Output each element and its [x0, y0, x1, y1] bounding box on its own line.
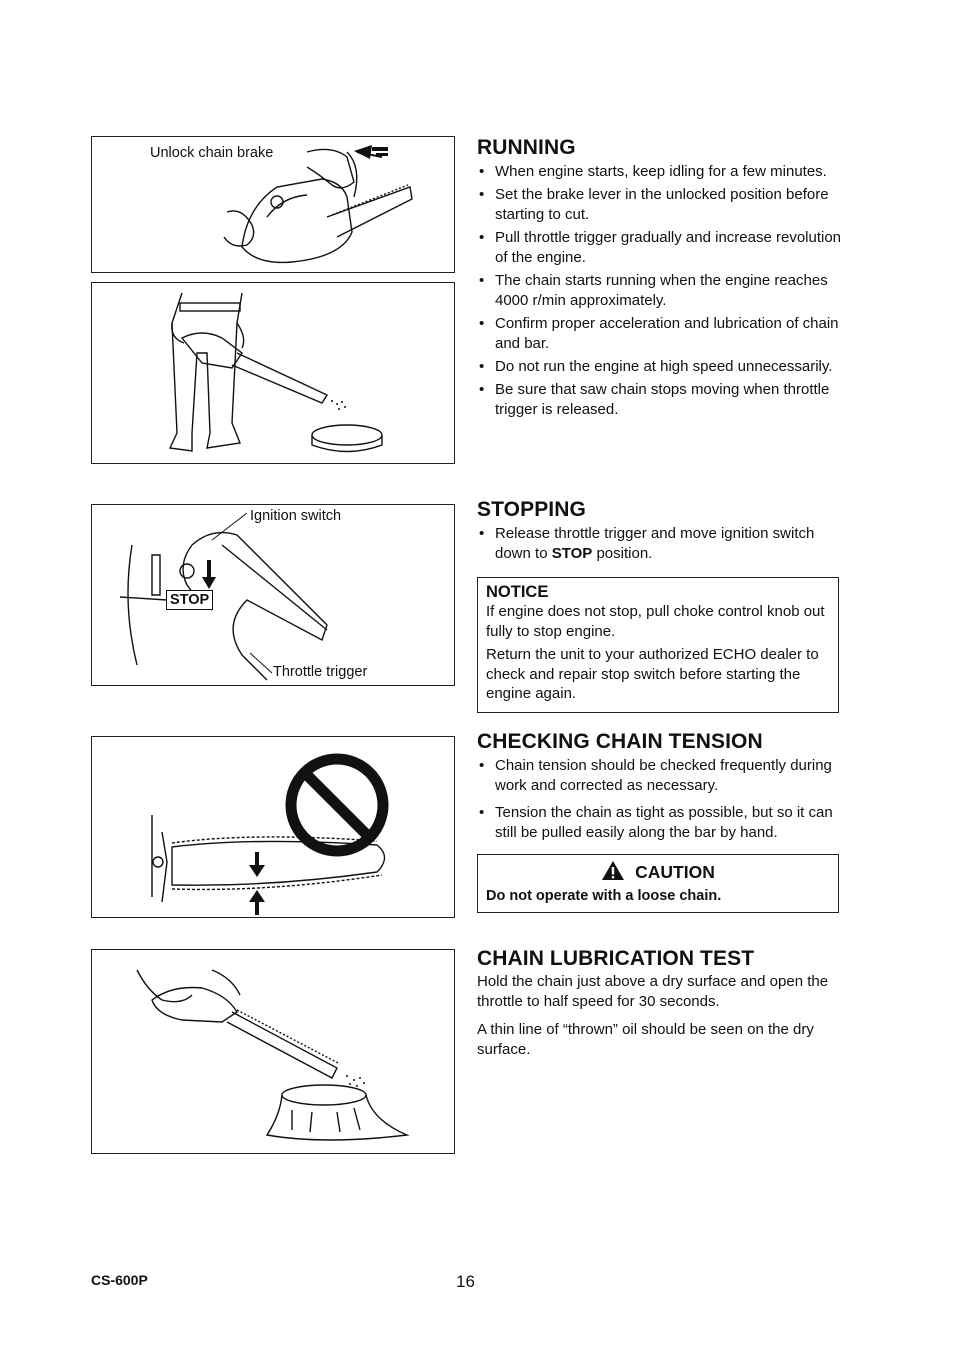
lubrication-paragraph: A thin line of “thrown” oil should be seen on the dry surface.: [477, 1021, 814, 1058]
caution-text: Do not operate with a loose chain.: [486, 888, 722, 904]
list-item: [477, 524, 843, 564]
stopping-bullet-list: [477, 524, 843, 564]
running-heading: RUNNING: [477, 136, 576, 159]
lubrication-test-illustration: [92, 950, 454, 1153]
stopping-heading: STOPPING: [477, 498, 586, 521]
figure-stopping: [91, 504, 455, 686]
list-item: • Pull throttle trigger gradually and increase revolution of the engine.: [477, 228, 843, 268]
warning-triangle-icon: [601, 860, 625, 881]
lubrication-paragraph: Hold the chain just above a dry surface and open the throttle to half speed for 30 seconds.: [477, 973, 829, 1010]
lubrication-heading: CHAIN LUBRICATION TEST: [477, 947, 755, 970]
list-item: • Do not run the engine at high speed unnecessarily.: [477, 357, 843, 377]
ignition-switch-illustration: [92, 505, 454, 685]
lubrication-section: [477, 947, 843, 1060]
figure-loose-chain-prohibited: [91, 736, 455, 918]
running-bullet-list: [477, 162, 843, 420]
list-item: • Set the brake lever in the unlocked position before starting to cut.: [477, 185, 843, 225]
list-item: • When engine starts, keep idling for a few minutes.: [477, 162, 843, 182]
stop-position-label: STOP: [166, 590, 213, 610]
unlock-chain-brake-label: Unlock chain brake: [150, 145, 274, 161]
model-number: CS-600P: [91, 1272, 148, 1288]
notice-paragraph: Return the unit to your authorized ECHO dealer to check and repair stop switch before starting the engine again.: [486, 646, 819, 702]
list-item: • The chain starts running when the engine reaches 4000 r/min approximately.: [477, 271, 843, 311]
caution-header: [486, 860, 830, 883]
notice-heading: NOTICE: [486, 583, 549, 601]
figure-unlock-chain-brake: [91, 136, 455, 273]
list-item: • Confirm proper acceleration and lubrication of chain and bar.: [477, 314, 843, 354]
caution-heading: CAUTION: [635, 862, 715, 882]
list-item: • Tension the chain as tight as possible, but so it can still be pulled easily along the bar by hand.: [477, 803, 843, 843]
list-item: • Be sure that saw chain stops moving when throttle trigger is released.: [477, 380, 843, 420]
notice-box: [477, 577, 839, 713]
list-item: • Chain tension should be checked frequently during work and corrected as necessary.: [477, 756, 843, 796]
figure-lubrication-test: [91, 949, 455, 1154]
chain-tension-section: [477, 730, 843, 846]
page-number: 16: [456, 1272, 475, 1291]
running-section: [477, 136, 843, 423]
chain-tension-bullet-list: [477, 756, 843, 843]
notice-paragraph: If engine does not stop, pull choke control knob out fully to stop engine.: [486, 603, 825, 640]
figure-operator-running-saw: [91, 282, 455, 464]
throttle-trigger-label: Throttle trigger: [273, 664, 368, 680]
stopping-bullet-text: Release throttle trigger and move ignition switch down to: [495, 525, 815, 562]
chain-tension-heading: CHECKING CHAIN TENSION: [477, 730, 763, 753]
stopping-bullet-text-end: position.: [592, 545, 653, 562]
operator-illustration: [92, 283, 454, 463]
stopping-section: [477, 498, 843, 567]
ignition-switch-label: Ignition switch: [250, 508, 342, 524]
chain-tension-illustration: [92, 737, 454, 917]
stop-emphasis: STOP: [551, 545, 593, 562]
caution-box: [477, 854, 839, 913]
